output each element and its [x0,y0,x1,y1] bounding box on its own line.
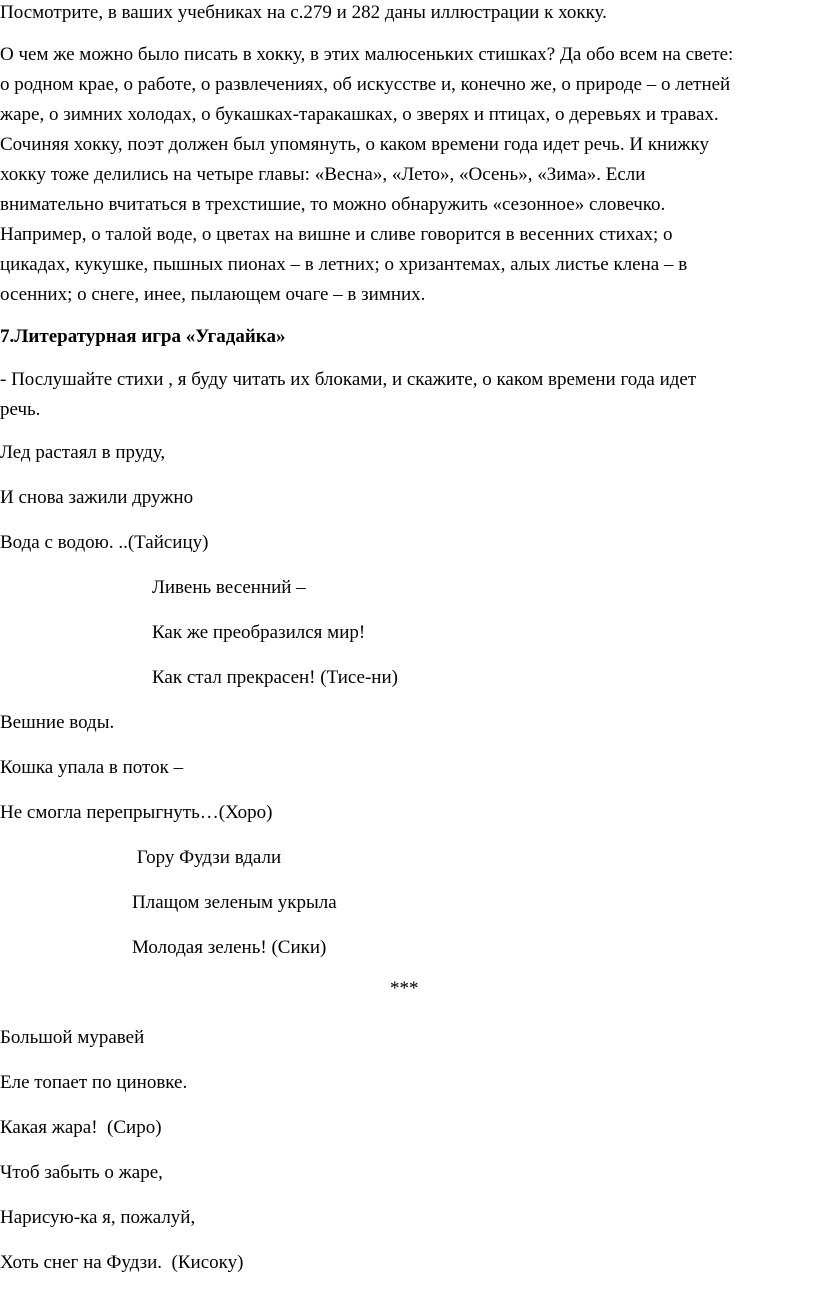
separator: *** [390,978,419,999]
poem-line: Молодая зелень! (Сики) [132,937,327,958]
poem-line: Лед растаял в пруду, [0,442,166,463]
poem-line: Большой муравей [0,1027,145,1048]
poem-line: Как стал прекрасен! (Тисе-ни) [152,667,398,688]
paragraph-line: Сочиняя хокку, поэт должен был упомянуть, о каком времени года идет речь. И книжку [0,134,709,155]
poem-line: Плащом зеленым укрыла [132,892,337,913]
poem-line: Не смогла перепрыгнуть…(Хоро) [0,802,273,823]
poem-line: Хоть снег на Фудзи. (Кисоку) [0,1252,244,1273]
paragraph-line: внимательно вчитаться в трехстишие, то можно обнаружить «сезонное» словечко. [0,194,666,215]
instruction-line: - Послушайте стихи , я буду читать их блоками, и скажите, о каком времени года идет [0,369,697,390]
paragraph-line: о родном крае, о работе, о развлечениях, об искусстве и, конечно же, о природе – о летней [0,74,731,95]
poem-line: Гору Фудзи вдали [132,847,282,868]
poem-line: Как же преобразился мир! [152,622,366,643]
intro-text: Посмотрите, в ваших учебниках на с.279 и 282 даны иллюстрации к хокку. [0,2,607,23]
paragraph-line: хокку тоже делились на четыре главы: «Весна», «Лето», «Осень», «Зима». Если [0,164,646,185]
poem-line: Еле топает по циновке. [0,1072,188,1093]
paragraph-line: цикадах, кукушке, пышных пионах – в летних; о хризантемах, алых листье клена – в [0,254,688,275]
section-heading: 7.Литературная игра «Угадайка» [0,326,286,347]
paragraph-line: жаре, о зимних холодах, о букашках-таракашках, о зверях и птицах, о деревьях и травах. [0,104,719,125]
paragraph-line: О чем же можно было писать в хокку, в этих малюсеньких стишках? Да обо всем на свете: [0,44,734,65]
poem-line: Вода с водою. ..(Тайсицу) [0,532,209,553]
poem-line: Ливень весенний – [152,577,306,598]
poem-line: Нарисую-ка я, пожалуй, [0,1207,196,1228]
poem-line: Какая жара! (Сиро) [0,1117,162,1138]
poem-line: Вешние воды. [0,712,115,733]
poem-line: Кошка упала в поток – [0,757,184,778]
paragraph-line: осенних; о снеге, инее, пылающем очаге – в зимних. [0,284,426,305]
paragraph-line: Например, о талой воде, о цветах на вишне и сливе говорится в весенних стихах; о [0,224,673,245]
instruction-line: речь. [0,399,41,420]
poem-line: Чтоб забыть о жаре, [0,1162,163,1183]
poem-line: И снова зажили дружно [0,487,194,508]
